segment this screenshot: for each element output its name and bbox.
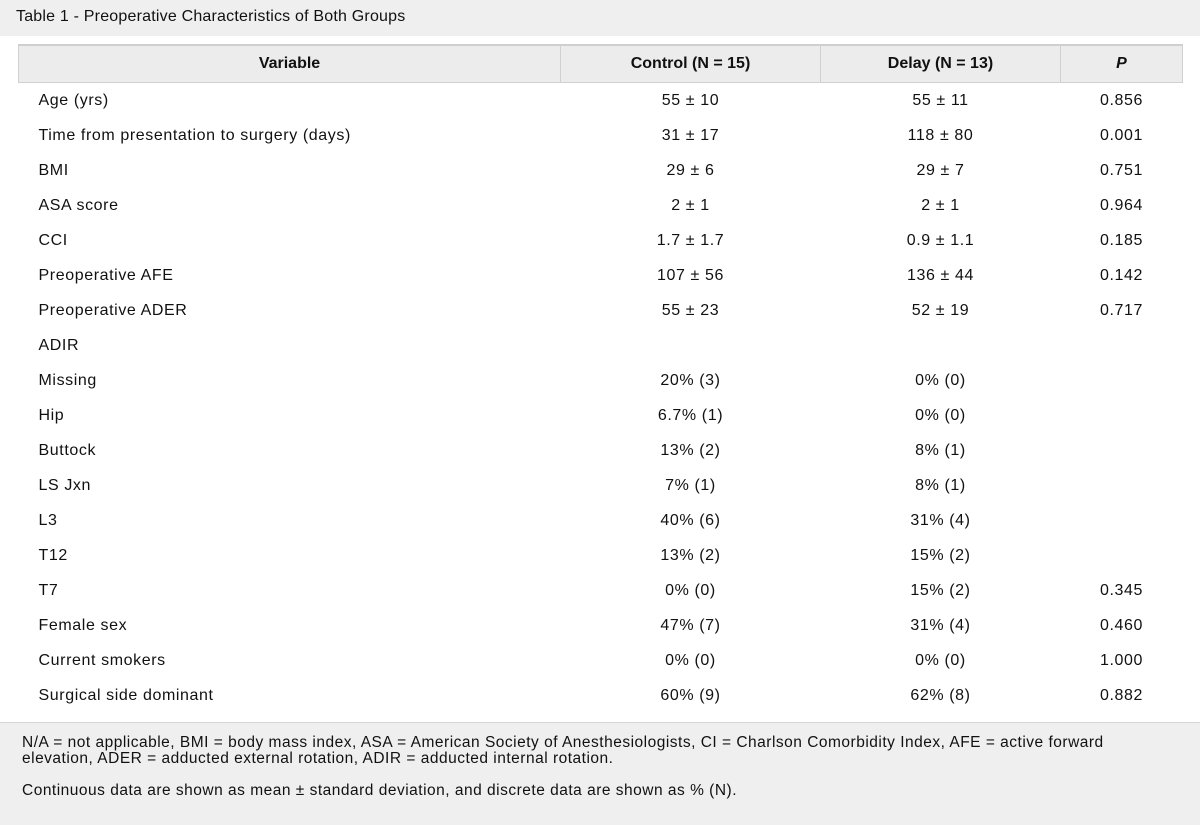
cell-control: 13% (2): [660, 441, 721, 459]
table-row: [19, 153, 1183, 188]
cell-control: 55 ± 10: [661, 91, 720, 109]
cell-p-value: 0.460: [1099, 616, 1144, 634]
cell-p-value: 0.751: [1099, 161, 1144, 179]
cell-delay: 62% (8): [910, 686, 971, 704]
cell-control: 20% (3): [660, 371, 721, 389]
table-row: [19, 363, 1183, 398]
cell-control: 55 ± 23: [661, 301, 720, 319]
cell-delay: 0% (0): [915, 371, 966, 389]
cell-control: 31 ± 17: [661, 126, 720, 144]
cell-variable: ASA score: [38, 196, 119, 214]
cell-control: 7% (1): [665, 476, 716, 494]
table-row: [19, 223, 1183, 258]
cell-variable: Female sex: [38, 616, 128, 634]
cell-control: 29 ± 6: [666, 161, 715, 179]
table-row: [19, 538, 1183, 573]
cell-p-value: [1061, 503, 1183, 538]
header-p-value: P: [1061, 45, 1183, 83]
cell-variable: LS Jxn: [38, 476, 92, 494]
cell-delay: 15% (2): [910, 581, 971, 599]
cell-control: 0% (0): [665, 581, 716, 599]
cell-delay: 55 ± 11: [912, 91, 969, 109]
table-row: [19, 643, 1183, 678]
caption-bar: [0, 0, 1200, 36]
cell-variable: T12: [38, 546, 68, 564]
table-row: [19, 503, 1183, 538]
cell-delay: 118 ± 80: [907, 126, 974, 144]
cell-control: 6.7% (1): [657, 406, 724, 424]
table-body: [19, 83, 1183, 714]
table-row: [19, 398, 1183, 433]
table-row: [19, 83, 1183, 119]
cell-delay: 31% (4): [910, 511, 971, 529]
cell-p-value: 0.882: [1099, 686, 1144, 704]
cell-delay: 29 ± 7: [916, 161, 965, 179]
table-row: [19, 573, 1183, 608]
cell-variable: Age (yrs): [38, 91, 109, 109]
cell-delay: 2 ± 1: [921, 196, 960, 214]
cell-p-value: 0.185: [1099, 231, 1144, 249]
cell-delay: 8% (1): [915, 476, 966, 494]
cell-p-value: [1061, 433, 1183, 468]
footnote-abbreviations: N/A = not applicable, BMI = body mass index, ASA = American Society of Anesthesiologists, CI = Charlson Comorbidity Index, AFE = active forward elevation, ADER = adducted external rotation, ADIR = adducted internal rotation.: [22, 734, 1104, 767]
cell-delay: 52 ± 19: [911, 301, 970, 319]
cell-variable: Hip: [38, 406, 65, 424]
cell-p-value: [1061, 398, 1183, 433]
cell-control: 13% (2): [660, 546, 721, 564]
cell-p-value: 0.717: [1099, 301, 1144, 319]
cell-p-value: 0.856: [1099, 91, 1144, 109]
table-row: [19, 433, 1183, 468]
cell-variable: Current smokers: [38, 651, 166, 669]
table-header-row: [19, 45, 1183, 83]
cell-delay: 15% (2): [910, 546, 971, 564]
cell-delay: 31% (4): [910, 616, 971, 634]
cell-p-value: [1061, 363, 1183, 398]
cell-p-value: [1061, 328, 1183, 363]
characteristics-table: [18, 44, 1183, 713]
table-row: [19, 468, 1183, 503]
cell-control: [561, 328, 821, 363]
cell-variable: ADIR: [38, 336, 80, 354]
cell-delay: 8% (1): [915, 441, 966, 459]
cell-control: 2 ± 1: [671, 196, 710, 214]
cell-delay: 136 ± 44: [907, 266, 974, 284]
table-row: [19, 118, 1183, 153]
cell-variable: Surgical side dominant: [38, 686, 214, 704]
cell-control: 40% (6): [660, 511, 721, 529]
header-variable: Variable: [19, 45, 561, 83]
cell-p-value: 0.142: [1099, 266, 1144, 284]
table-caption: Table 1 - Preoperative Characteristics of Both Groups: [16, 8, 406, 25]
cell-control: 0% (0): [665, 651, 716, 669]
cell-p-value: [1061, 468, 1183, 503]
cell-control: 1.7 ± 1.7: [656, 231, 725, 249]
table-row: [19, 188, 1183, 223]
cell-variable: Preoperative AFE: [38, 266, 174, 284]
cell-delay: 0.9 ± 1.1: [906, 231, 975, 249]
cell-p-value: 0.964: [1099, 196, 1144, 214]
footnote-data-format: Continuous data are shown as mean ± standard deviation, and discrete data are shown as % (N).: [22, 782, 737, 799]
header-control: Control (N = 15): [561, 45, 821, 83]
cell-variable: Time from presentation to surgery (days): [38, 126, 351, 144]
table-row: [19, 678, 1183, 713]
cell-variable: T7: [38, 581, 59, 599]
cell-variable: Buttock: [38, 441, 97, 459]
cell-p-value: 1.000: [1099, 651, 1144, 669]
cell-variable: Preoperative ADER: [38, 301, 188, 319]
cell-delay: 0% (0): [915, 651, 966, 669]
cell-p-value: 0.001: [1099, 126, 1144, 144]
table-row: [19, 608, 1183, 643]
table-row: [19, 293, 1183, 328]
table-row: [19, 328, 1183, 363]
table-container: [18, 44, 1182, 713]
cell-control: 60% (9): [660, 686, 721, 704]
header-delay: Delay (N = 13): [821, 45, 1061, 83]
cell-p-value: 0.345: [1099, 581, 1144, 599]
table-footnotes: [0, 722, 1200, 825]
cell-variable: BMI: [38, 161, 69, 179]
table-row: [19, 258, 1183, 293]
cell-p-value: [1061, 538, 1183, 573]
cell-variable: L3: [38, 511, 58, 529]
cell-variable: Missing: [38, 371, 97, 389]
cell-delay: 0% (0): [915, 406, 966, 424]
cell-control: 47% (7): [660, 616, 721, 634]
cell-variable: CCI: [38, 231, 68, 249]
cell-control: 107 ± 56: [657, 266, 724, 284]
cell-delay: [821, 328, 1061, 363]
